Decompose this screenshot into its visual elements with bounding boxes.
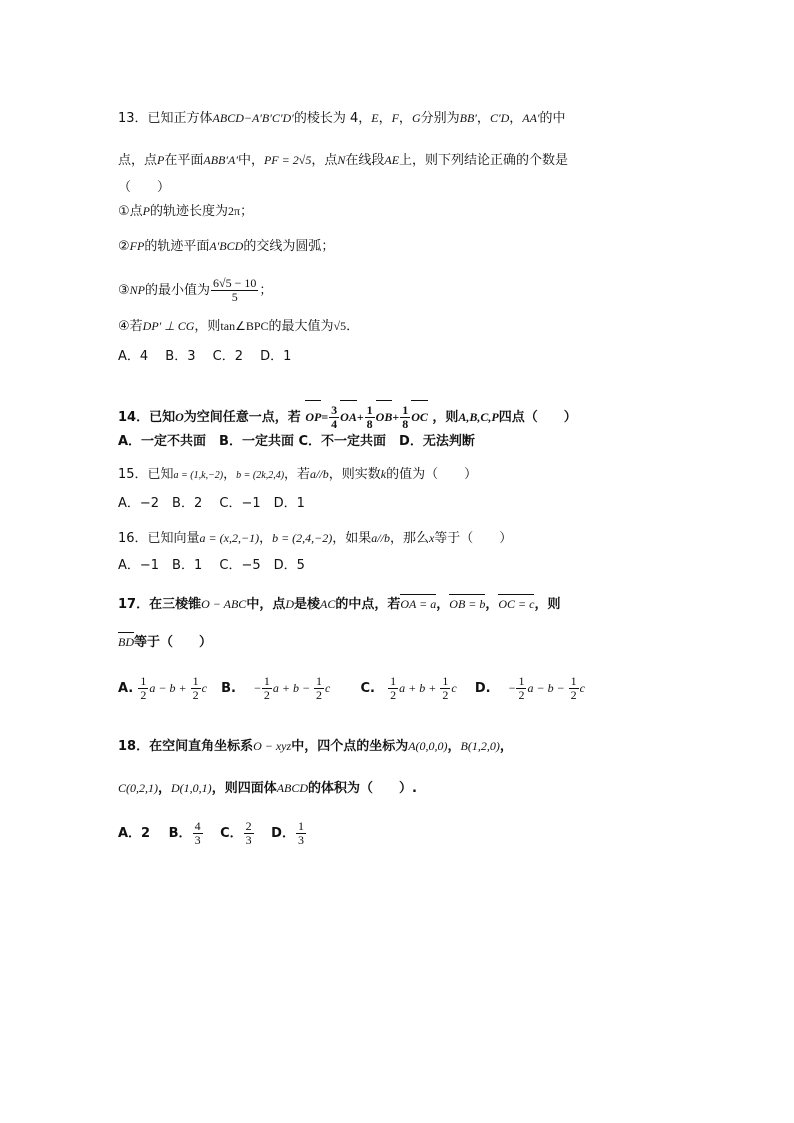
- q13-answer-paren: （ ）: [118, 180, 171, 195]
- q13-line1: 13．已知正方体ABCD−A′B′C′D′的棱长为 4，E，F，G分别为BB′，C′D，AA′的中: [118, 111, 566, 126]
- q17-options: A. $\frac{1}{2}$ a − b + $\frac{1}{2}$ c B. − $\frac{1}{2}$ a + b − $\frac{1}{2}$ c C. $\frac{1}{2}$ a + b + $\frac{1}{2}$ c D. − $\frac{1}{2}$ a − b − $\frac{1}{2}$ c: [118, 674, 585, 702]
- q13-statement-2: ②FP的轨迹平面A′BCD的交线为圆弧；: [118, 239, 335, 254]
- q13-statement-1: ①点P的轨迹长度为2π；: [118, 204, 254, 219]
- q17-option-b: − $\frac{1}{2}$ a + b − $\frac{1}{2}$ c: [254, 674, 331, 702]
- q17-stem: 17．在三棱锥O − ABC中，点D是棱AC的中点，若OA = a，OB = b，OC = c，则: [118, 592, 561, 613]
- q13-statement-4: ④若DP′ ⊥ CG，则tan∠BPC的最大值为√5．: [118, 319, 360, 334]
- q13-min-value-fraction: $\frac{6√5 - 10}{5}$: [213, 276, 257, 304]
- q13-options: A．4 B．3 C．2 D．1: [118, 349, 292, 364]
- q16-stem: 16．已知向量a = (x,2,−1)，b = (2,4,−2)，如果a//b，那么x等于（ ）: [118, 531, 513, 546]
- q17-option-c: $\frac{1}{2}$ a + b + $\frac{1}{2}$ c: [390, 674, 457, 702]
- q13-statement-3: ③NP的最小值为 $\frac{6√5 - 10}{5}$ ；: [118, 276, 273, 304]
- q17-option-d: − $\frac{1}{2}$ a − b − $\frac{1}{2}$ c: [508, 674, 585, 702]
- q15-options: A．−2 B．2 C．−1 D．1: [118, 496, 305, 511]
- q18-stem-line2: C(0,2,1)，D(1,0,1)，则四面体ABCD的体积为（ ）.: [118, 781, 417, 796]
- q13-line2: 点，点P在平面ABB′A′中，PF = 2√5，点N在线段AE上，则下列结论正确的个数是: [118, 153, 569, 168]
- q17-stem-line2: BD等于（ ）: [118, 630, 212, 651]
- q14-stem: 14．已知O为空间任意一点，若 OP= $\frac{3}{4}$ OA+ $\frac{1}{8}$ OB+ $\frac{1}{8}$ OC ，则A,B,C,P四点（ ）: [118, 398, 577, 433]
- q13-cube-name: ABCD−A′B′C′D′: [212, 111, 294, 125]
- q17-option-a: $\frac{1}{2}$ a − b + $\frac{1}{2}$ c: [140, 674, 207, 702]
- q18-options: A．2 B． $\frac{4}{3}$ C． $\frac{2}{3}$ D． $\frac{1}{3}$: [118, 819, 304, 847]
- q16-options: A．−1 B．1 C．−5 D．5: [118, 558, 305, 573]
- q14-options: A．一定不共面 B．一定共面 C．不一定共面 D．无法判断: [118, 434, 475, 449]
- q18-stem: 18．在空间直角坐标系O − xyz中，四个点的坐标为A(0,0,0)，B(1,2,0)，: [118, 739, 513, 754]
- q13-stem: 13．已知正方体: [118, 111, 213, 126]
- q15-stem: 15．已知a = (1,k,−2)，b = (2k,2,4)，若a//b，则实数k的值为（ ）: [118, 467, 478, 482]
